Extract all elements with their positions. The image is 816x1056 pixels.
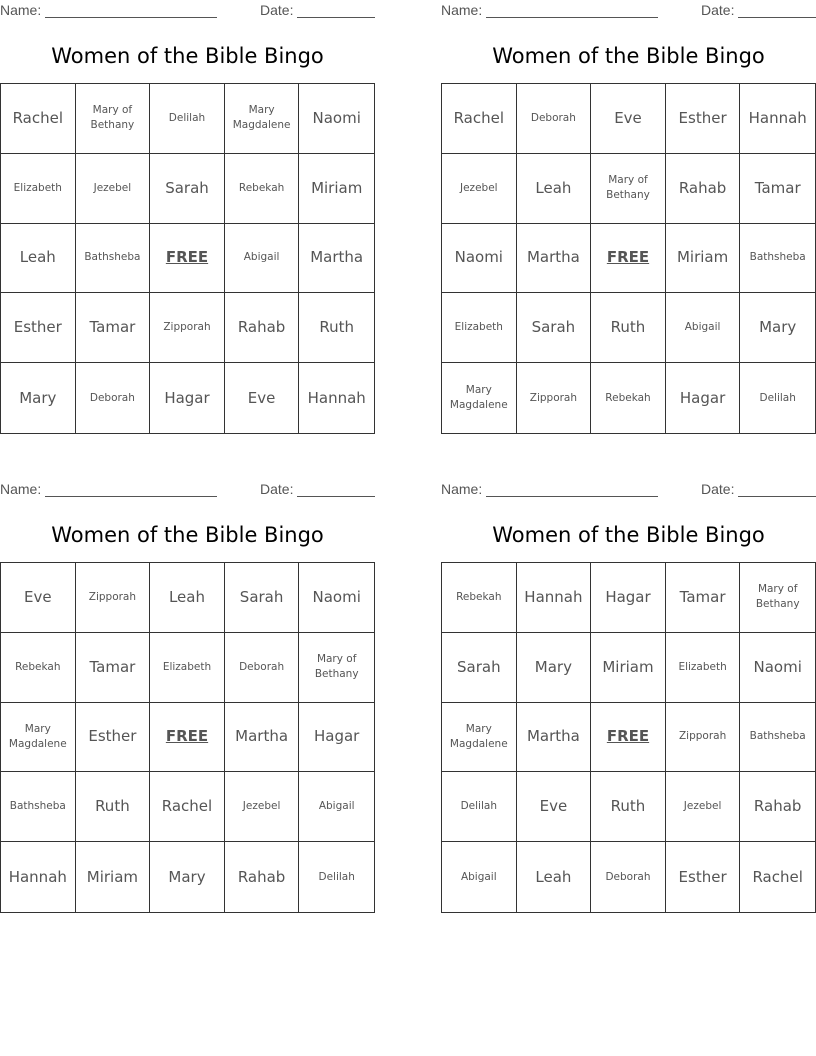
bingo-cell[interactable]: Martha — [517, 224, 592, 294]
date-label: Date: — [260, 2, 294, 18]
bingo-cell[interactable]: Abigail — [442, 842, 517, 912]
bingo-cell[interactable]: Naomi — [740, 633, 815, 703]
bingo-cell[interactable]: Rahab — [225, 842, 300, 912]
bingo-cell[interactable]: Mary — [517, 633, 592, 703]
bingo-cell[interactable]: Tamar — [76, 633, 151, 703]
name-line[interactable] — [45, 496, 217, 497]
bingo-cell[interactable]: Rahab — [225, 293, 300, 363]
bingo-cell[interactable]: Delilah — [759, 391, 796, 404]
bingo-cell[interactable]: Eve — [591, 84, 666, 154]
bingo-cell[interactable]: Tamar — [666, 563, 741, 633]
bingo-cell[interactable]: Mary Magdalene — [1, 703, 76, 773]
bingo-cell[interactable]: Abigail — [299, 772, 374, 842]
name-label: Name: — [0, 481, 42, 497]
name-line[interactable] — [486, 496, 658, 497]
bingo-cell[interactable]: Rebekah — [442, 563, 517, 633]
bingo-cell[interactable]: Sarah — [225, 563, 300, 633]
bingo-cell[interactable]: Leah — [517, 842, 592, 912]
name-date-row — [0, 481, 375, 499]
bingo-cell[interactable]: Ruth — [591, 293, 666, 363]
bingo-cell[interactable]: Jezebel — [225, 772, 300, 842]
bingo-cell[interactable]: Zipporah — [150, 293, 225, 363]
date-label: Date: — [701, 2, 735, 18]
name-date-row — [0, 2, 375, 20]
bingo-cell[interactable]: Rahab — [740, 772, 815, 842]
bingo-cell[interactable]: Elizabeth — [666, 633, 741, 703]
bingo-cell[interactable]: Hannah — [740, 84, 815, 154]
bingo-cell[interactable]: Eve — [225, 363, 300, 433]
bingo-cell[interactable]: Miriam — [76, 842, 151, 912]
bingo-cell[interactable]: Hannah — [307, 388, 366, 407]
bingo-cell[interactable]: Rachel — [752, 867, 803, 886]
bingo-cell[interactable]: Delilah — [442, 772, 517, 842]
card-title: Women of the Bible Bingo — [51, 523, 324, 547]
bingo-cell[interactable]: Mary of Bethany — [591, 154, 666, 224]
date-line[interactable] — [297, 17, 375, 18]
bingo-cell[interactable]: Mary of Bethany — [740, 563, 815, 633]
bingo-cell[interactable]: Rahab — [666, 154, 741, 224]
free-space-cell[interactable]: FREE — [591, 224, 666, 294]
bingo-cell[interactable]: Rachel — [150, 772, 225, 842]
bingo-cell[interactable]: Bathsheba — [740, 224, 815, 294]
bingo-cell[interactable]: Naomi — [442, 224, 517, 294]
bingo-cell[interactable]: Hagar — [150, 363, 225, 433]
bingo-cell[interactable]: Deborah — [517, 84, 592, 154]
bingo-cell[interactable]: Rebekah — [591, 363, 666, 433]
bingo-cell[interactable]: Sarah — [517, 293, 592, 363]
free-space-cell[interactable]: FREE — [150, 703, 225, 773]
bingo-cell[interactable]: Abigail — [225, 224, 300, 294]
name-date-row — [441, 2, 816, 20]
name-label: Name: — [441, 2, 483, 18]
bingo-cell[interactable]: Rachel — [442, 84, 517, 154]
bingo-cell[interactable]: Delilah — [150, 84, 225, 154]
bingo-cell[interactable]: Miriam — [299, 154, 374, 224]
bingo-cell[interactable]: Eve — [517, 772, 592, 842]
bingo-cell[interactable]: Esther — [76, 703, 151, 773]
bingo-cell[interactable]: Miriam — [591, 633, 666, 703]
bingo-cell[interactable]: Mary — [740, 293, 815, 363]
bingo-cell[interactable]: Ruth — [591, 772, 666, 842]
bingo-card-3 — [0, 479, 375, 913]
bingo-cell[interactable]: Abigail — [666, 293, 741, 363]
bingo-cell[interactable]: Bathsheba — [76, 224, 151, 294]
free-space-cell[interactable]: FREE — [591, 703, 666, 773]
bingo-cell[interactable]: Hagar — [666, 363, 741, 433]
date-label: Date: — [260, 481, 294, 497]
bingo-cell[interactable]: Jezebel — [666, 772, 741, 842]
bingo-cell[interactable]: Naomi — [299, 84, 374, 154]
bingo-cell[interactable]: Delilah — [318, 870, 355, 883]
bingo-cell[interactable]: Zipporah — [666, 703, 741, 773]
bingo-cell[interactable]: Bathsheba — [1, 772, 76, 842]
name-label: Name: — [0, 2, 42, 18]
bingo-grid — [0, 83, 375, 434]
bingo-cell[interactable]: Esther — [666, 84, 741, 154]
card-title: Women of the Bible Bingo — [51, 44, 324, 68]
bingo-card-1 — [0, 0, 375, 434]
bingo-grid — [0, 562, 375, 913]
bingo-cell[interactable]: Zipporah — [76, 563, 151, 633]
bingo-cell[interactable]: Rebekah — [225, 154, 300, 224]
date-label: Date: — [701, 481, 735, 497]
bingo-cell[interactable]: Mary Magdalene — [442, 363, 517, 433]
bingo-cell[interactable]: Zipporah — [517, 363, 592, 433]
date-line[interactable] — [297, 496, 375, 497]
bingo-cell[interactable]: Eve — [1, 563, 76, 633]
bingo-cell[interactable]: Hagar — [299, 703, 374, 773]
bingo-cell[interactable]: Martha — [517, 703, 592, 773]
bingo-cell[interactable]: Naomi — [299, 563, 374, 633]
bingo-cell[interactable]: Jezebel — [442, 154, 517, 224]
bingo-cell[interactable]: Mary Magdalene — [225, 84, 300, 154]
bingo-grid — [441, 562, 816, 913]
bingo-cell[interactable]: Jezebel — [76, 154, 151, 224]
date-line[interactable] — [738, 496, 816, 497]
card-title: Women of the Bible Bingo — [492, 523, 765, 547]
bingo-cell[interactable]: Ruth — [76, 772, 151, 842]
bingo-cell[interactable]: Leah — [517, 154, 592, 224]
bingo-cell[interactable]: Rachel — [1, 84, 76, 154]
bingo-cell[interactable]: Esther — [666, 842, 741, 912]
free-space-cell[interactable]: FREE — [150, 224, 225, 294]
date-line[interactable] — [738, 17, 816, 18]
bingo-cell[interactable]: Elizabeth — [150, 633, 225, 703]
bingo-cell[interactable]: Hannah — [517, 563, 592, 633]
bingo-cell[interactable]: Ruth — [299, 293, 374, 363]
bingo-cell[interactable]: Mary — [150, 842, 225, 912]
bingo-cell[interactable]: Sarah — [150, 154, 225, 224]
card-title: Women of the Bible Bingo — [492, 44, 765, 68]
bingo-cell[interactable]: Mary Magdalene — [442, 703, 517, 773]
bingo-cell[interactable]: Leah — [150, 563, 225, 633]
bingo-cell[interactable]: Deborah — [225, 633, 300, 703]
name-line[interactable] — [486, 17, 658, 18]
bingo-cell[interactable]: Martha — [299, 224, 374, 294]
bingo-cell[interactable]: Hagar — [591, 563, 666, 633]
bingo-grid — [441, 83, 816, 434]
bingo-cell[interactable]: Elizabeth — [1, 154, 76, 224]
bingo-cell[interactable]: Mary of Bethany — [299, 633, 374, 703]
bingo-cell[interactable]: Martha — [225, 703, 300, 773]
bingo-card-4 — [441, 479, 816, 913]
bingo-cell[interactable]: Miriam — [666, 224, 741, 294]
bingo-cell[interactable]: Hannah — [1, 842, 76, 912]
bingo-cell[interactable]: Leah — [1, 224, 76, 294]
name-line[interactable] — [45, 17, 217, 18]
name-label: Name: — [441, 481, 483, 497]
bingo-cell[interactable]: Mary of Bethany — [76, 84, 151, 154]
bingo-cell[interactable]: Deborah — [76, 363, 151, 433]
bingo-card-2 — [441, 0, 816, 434]
bingo-cell[interactable]: Sarah — [442, 633, 517, 703]
name-date-row — [441, 481, 816, 499]
bingo-cell[interactable]: Mary — [1, 363, 76, 433]
bingo-cell[interactable]: Rebekah — [1, 633, 76, 703]
bingo-cell[interactable]: Bathsheba — [740, 703, 815, 773]
bingo-cell[interactable]: Tamar — [76, 293, 151, 363]
bingo-cell[interactable]: Tamar — [740, 154, 815, 224]
bingo-cell[interactable]: Esther — [1, 293, 76, 363]
bingo-cell[interactable]: Deborah — [591, 842, 666, 912]
bingo-cell[interactable]: Elizabeth — [442, 293, 517, 363]
